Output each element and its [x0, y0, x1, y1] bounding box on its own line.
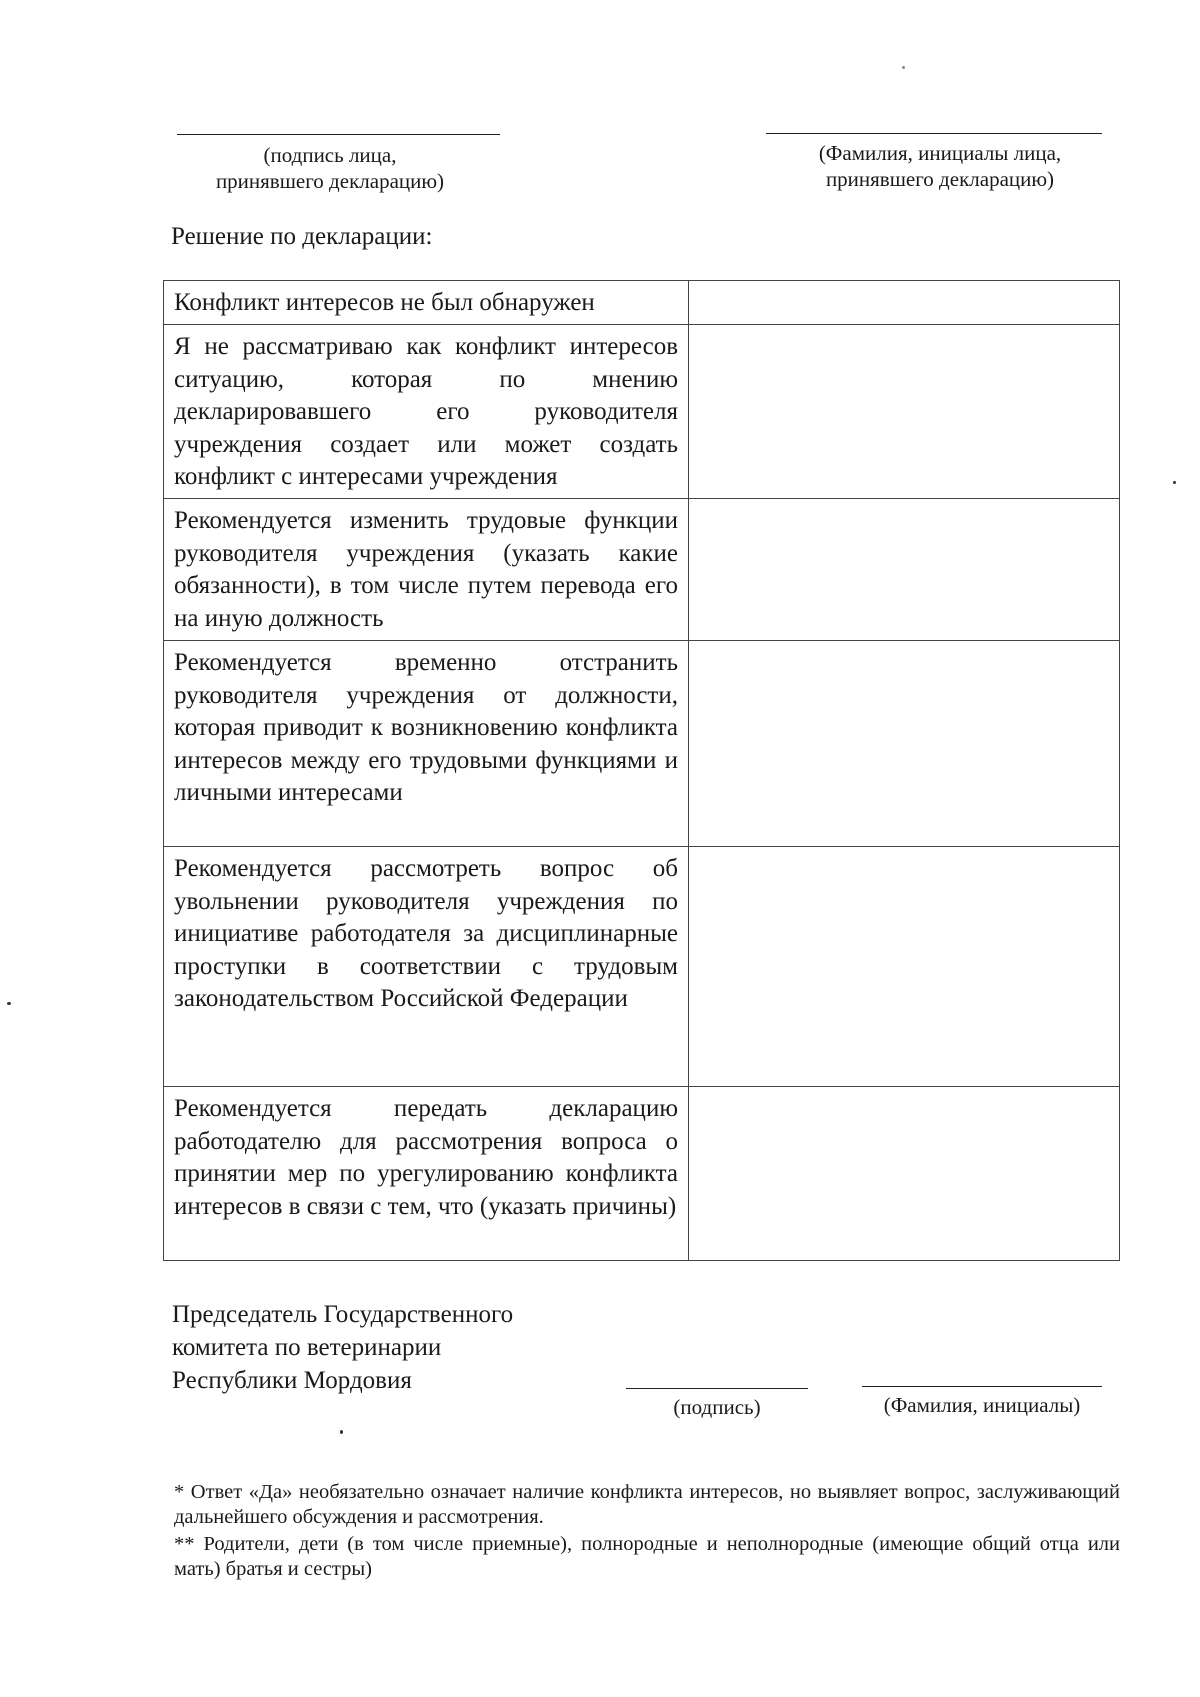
scan-speck [1173, 481, 1176, 484]
chairman-title-line1: Председатель Государственного [172, 1301, 514, 1328]
name-line-right[interactable] [766, 133, 1102, 134]
scan-speck [340, 1430, 343, 1434]
decision-mark-cell[interactable] [689, 1087, 1120, 1261]
scan-speck [7, 1002, 11, 1005]
table-row [164, 281, 1120, 325]
decision-mark-cell[interactable] [689, 281, 1120, 325]
table-row [164, 847, 1120, 1087]
chairman-signature-caption: (подпись) [673, 1395, 761, 1419]
decision-label: Рекомендуется передать декларацию работодателю для рассмотрения вопроса о принятии мер по урегулированию конфликта интересов в связи с тем, что (указать причины) [164, 1087, 689, 1261]
decision-table [163, 280, 1120, 1261]
footnote-2: ** Родители, дети (в том числе приемные), полнородные и неполнородные (имеющие общий отца или мать) братья и сестры) [174, 1533, 1120, 1580]
table-row [164, 641, 1120, 847]
chairman-title-line2: комитета по ветеринарии [172, 1334, 442, 1361]
decision-label: Рекомендуется временно отстранить руководителя учреждения от должности, которая приводит к возникновению конфликта интересов между его трудовыми функциями и личными интересами [164, 641, 689, 847]
table-row [164, 499, 1120, 641]
decision-label: Рекомендуется рассмотреть вопрос об увольнении руководителя учреждения по инициативе работодателя за дисциплинарные проступки в соответствии с трудовым законодательством Российской Федерации [164, 847, 689, 1087]
chairman-title-line3: Республики Мордовия [172, 1367, 412, 1394]
chairman-name-line[interactable] [862, 1386, 1102, 1387]
signature-caption-left-line2: принявшего декларацию) [215, 169, 445, 193]
signature-line-left[interactable] [177, 134, 500, 135]
chairman-signature-line[interactable] [626, 1388, 808, 1389]
footnote-1: * Ответ «Да» необязательно означает наличие конфликта интересов, но выявляет вопрос, заслуживающий дальнейшего обсуждения и рассмотрения. [174, 1481, 1120, 1528]
decision-label: Я не рассматриваю как конфликт интересов ситуацию, которая по мнению декларировавшего его руководителя учреждения создает или может создать конфликт с интересами учреждения [164, 325, 689, 499]
decision-label: Конфликт интересов не был обнаружен [164, 281, 689, 325]
scan-speck [902, 66, 905, 69]
footnotes [174, 1480, 1120, 1584]
decision-heading: Решение по декларации: [171, 223, 433, 250]
name-caption-right [770, 140, 1110, 192]
name-caption-right-line1: (Фамилия, инициалы лица, [818, 141, 1062, 165]
decision-label: Рекомендуется изменить трудовые функции руководителя учреждения (указать какие обязанности), в том числе путем перевода его на иную должность [164, 499, 689, 641]
signature-caption-left [160, 142, 500, 194]
table-row [164, 325, 1120, 499]
decision-mark-cell[interactable] [689, 847, 1120, 1087]
chairman-name-caption: (Фамилия, инициалы) [883, 1393, 1081, 1417]
decision-mark-cell[interactable] [689, 325, 1120, 499]
decision-mark-cell[interactable] [689, 641, 1120, 847]
signature-caption-left-line1: (подпись лица, [263, 143, 397, 167]
decision-mark-cell[interactable] [689, 499, 1120, 641]
name-caption-right-line2: принявшего декларацию) [825, 167, 1055, 191]
chairman-title [172, 1298, 513, 1397]
table-row [164, 1087, 1120, 1261]
